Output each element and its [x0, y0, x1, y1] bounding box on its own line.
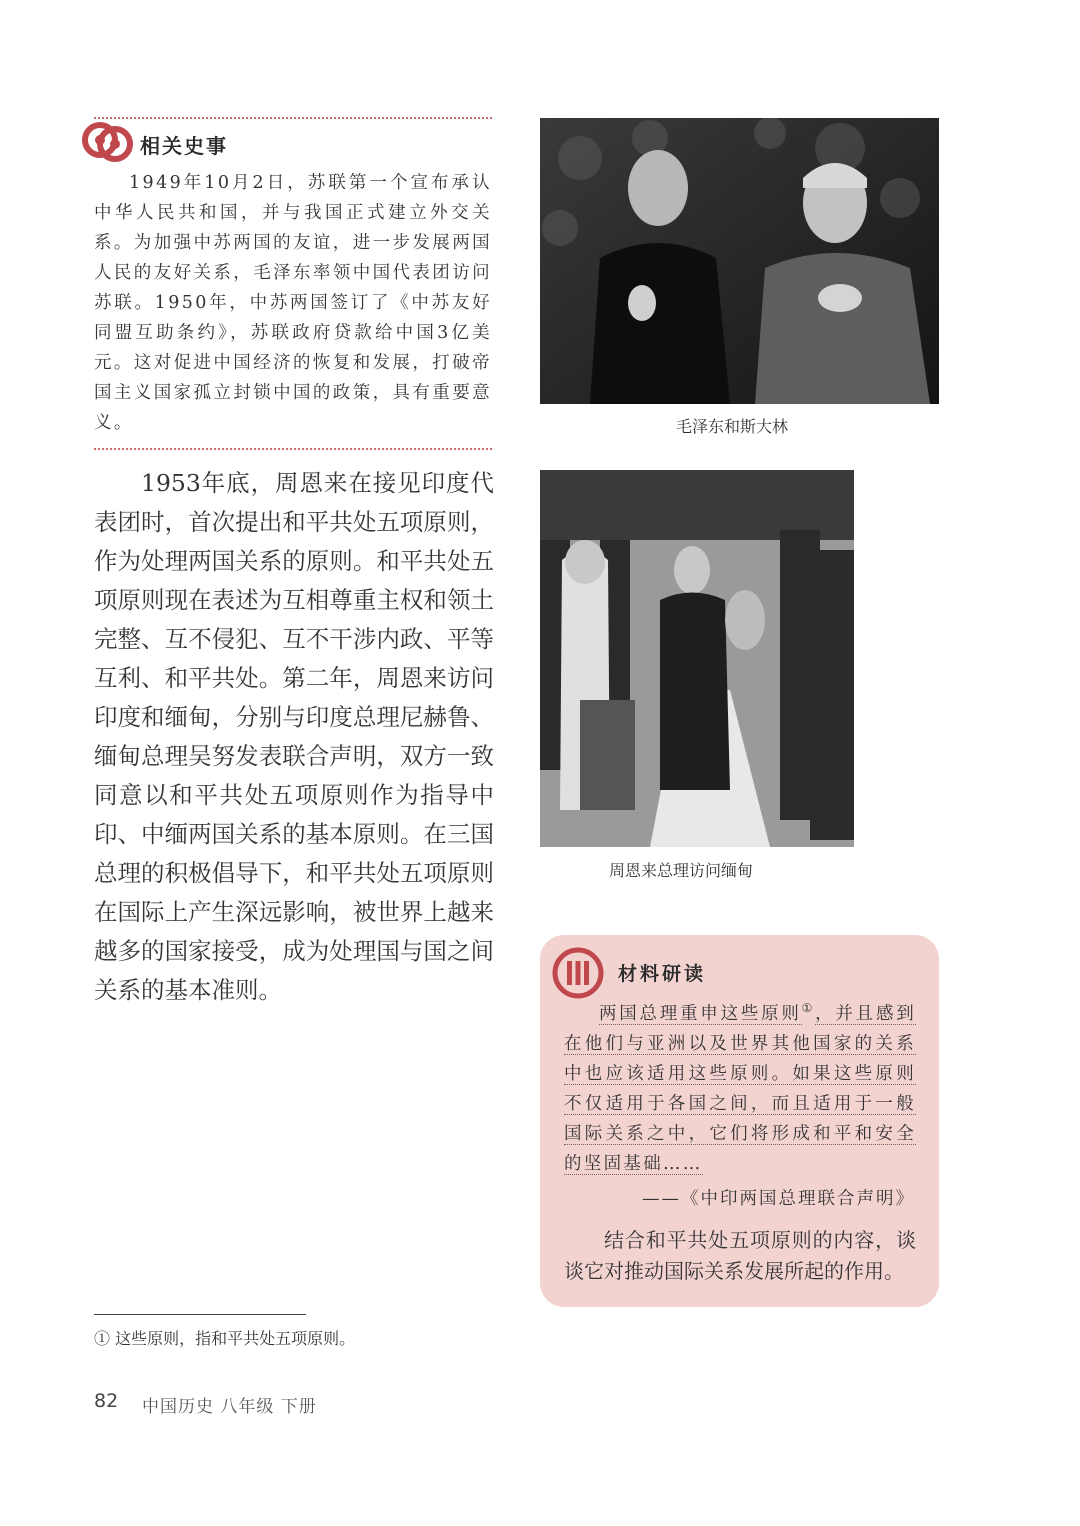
- box-bottom-rule: [94, 448, 492, 450]
- swirl-icon: [82, 118, 134, 172]
- reading-material-box: [540, 935, 939, 1307]
- reading-question: 结合和平共处五项原则的内容，谈谈它对推动国际关系发展所起的作用。: [564, 1228, 916, 1283]
- quote-note-mark: ①: [801, 1001, 816, 1015]
- reading-quote: [564, 993, 916, 1179]
- reading-source: ——《中印两国总理联合声明》: [642, 1189, 915, 1209]
- photo-caption-2: 周恩来总理访问缅甸: [609, 861, 754, 880]
- related-history-text: 1949年10月2日，苏联第一个宣布承认中华人民共和国，并与我国正式建立外交关系。为加强中苏两国的友谊，进一步发展两国人民的友好关系，毛泽东率领中国代表团访问苏联。1950年，中苏两国签订了《中苏友好同盟互助条约》，苏联政府贷款给中国3亿美元。这对促进中国经济的恢复和发展，打破帝国主义国家孤立封锁中国的政策，具有重要意义。: [94, 173, 492, 433]
- photo-caption-1: 毛泽东和斯大林: [676, 417, 789, 436]
- main-paragraph: 1953年底，周恩来在接见印度代表团时，首次提出和平共处五项原则，作为处理两国关系的原则。和平共处五项原则现在表述为互相尊重主权和领土完整、互不侵犯、互不干涉内政、平等互利、和平共处。第二年，周恩来访问印度和缅甸，分别与印度总理尼赫鲁、缅甸总理吴努发表联合声明，双方一致同意以和平共处五项原则作为指导中印、中缅两国关系的基本原则。在三国总理的积极倡导下，和平共处五项原则在国际上产生深远影响，被世界上越来越多的国家接受，成为处理国与国之间关系的基本准则。: [94, 469, 494, 1004]
- photo-mao-stalin: [540, 118, 939, 404]
- reading-title: 材料研读: [618, 963, 707, 985]
- page-number: 82: [94, 1390, 119, 1412]
- related-history-header: [82, 118, 502, 168]
- quote-text-2: ，并且感到在他们与亚洲以及世界其他国家的关系中也应该适用这些原则。如果这些原则不仅适用于各国之间，而且适用于一般国际关系之中，它们将形成和平和安全的坚固基础……: [564, 1003, 917, 1174]
- book-title: 中国历史 八年级 下册: [142, 1397, 317, 1417]
- quote-text-1: 两国总理重申这些原则: [599, 1003, 802, 1024]
- footnote: ① 这些原则，指和平共处五项原则。: [94, 1329, 356, 1348]
- footnote-rule: [94, 1314, 306, 1315]
- related-history-title: 相关史事: [140, 134, 228, 158]
- photo-zhou-burma: [540, 470, 854, 847]
